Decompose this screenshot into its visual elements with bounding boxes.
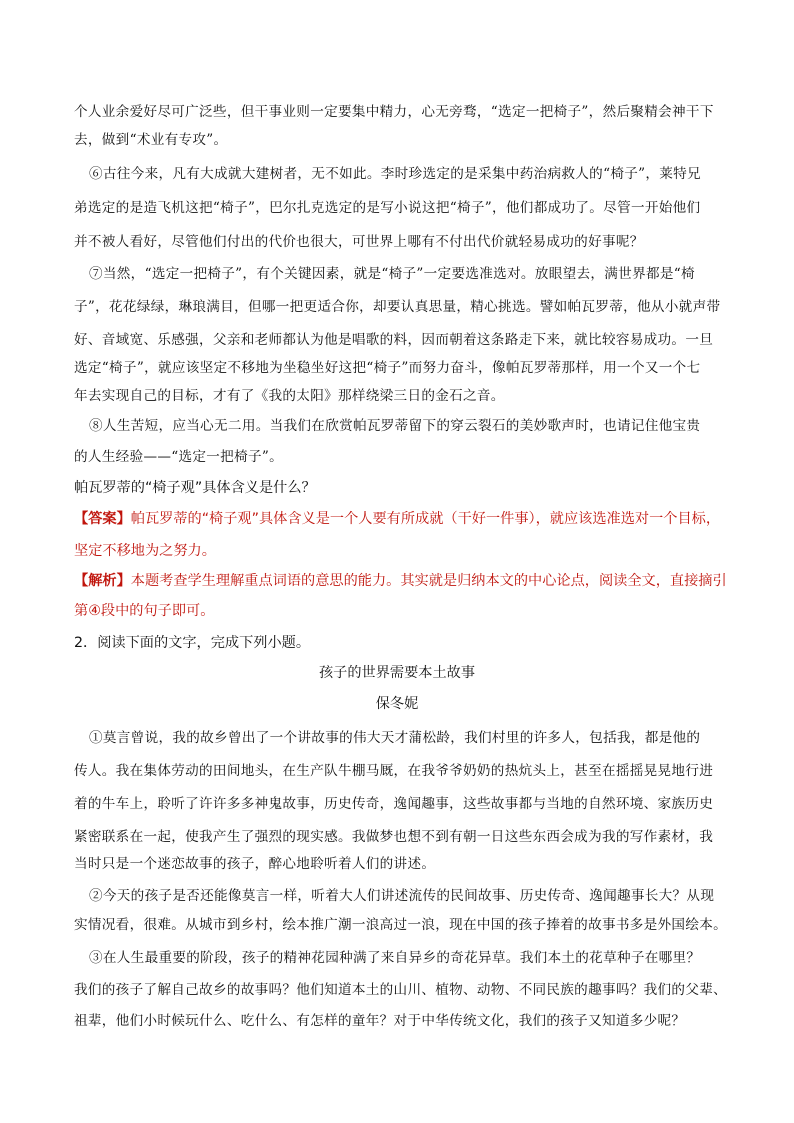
article-p1-line-5: 当时只是一个迷恋故事的孩子，醉心地聆听着人们的讲述。 xyxy=(74,856,436,872)
analysis-text: 本题考查学生理解重点词语的意思的能力。其实就是归纳本文的中心论点，阅读全文，直接摘引 xyxy=(130,573,727,589)
paragraph-5-line-2: 去，做到“术业有专攻”。 xyxy=(74,132,228,148)
item-2-instruction: 2．阅读下面的文字，完成下列小题。 xyxy=(74,635,311,651)
answer-line-1 xyxy=(74,508,724,528)
paragraph-6-line-3: 并不被人看好，尽管他们付出的代价也很大，可世界上哪有不付出代价就轻易成功的好事呢？ xyxy=(74,234,644,250)
article-p3-line-3: 祖辈，他们小时候玩什么、吃什么、有怎样的童年？对于中华传统文化，我们的孩子又知道多少呢？ xyxy=(74,1013,686,1029)
paragraph-5-line-1: 个人业余爱好尽可广泛些，但干事业则一定要集中精力，心无旁骛，“选定一把椅子”，然后聚精会神干下 xyxy=(74,104,714,120)
article-p1-line-1: ①莫言曾说，我的故乡曾出了一个讲故事的伟大天才蒲松龄，我们村里的许多人，包括我，都是他的 xyxy=(89,730,701,746)
article-author: 保冬妮 xyxy=(375,696,419,712)
article-p1-line-3: 着的牛车上，聆听了许许多多神鬼故事，历史传奇，逸闻趣事，这些故事都与当地的自然环境、家族历史 xyxy=(74,796,714,812)
paragraph-8-line-1: ⑧人生苦短，应当心无二用。当我们在欣赏帕瓦罗蒂留下的穿云裂石的美妙歌声时，也请记住他宝贵 xyxy=(89,418,701,434)
analysis-tag: 【解析】 xyxy=(74,573,131,589)
paragraph-7-line-2: 子”，花花绿绿，琳琅满目，但哪一把更适合你，却要认真思量，精心挑选。譬如帕瓦罗蒂，他从小就声带 xyxy=(74,299,721,315)
article-p2-line-1: ②今天的孩子是否还能像莫言一样，听着大人们讲述流传的民间故事、历史传奇、逸闻趣事长大？从现 xyxy=(89,888,715,904)
article-p3-line-2: 我们的孩子了解自己故乡的故事吗？他们知道本土的山川、植物、动物、不同民族的趣事吗？我们的父辈、 xyxy=(74,982,728,998)
article-p2-line-2: 实情况看，很难。从城市到乡村，绘本推广潮一浪高过一浪，现在中国的孩子捧着的故事书多是外国绘本。 xyxy=(74,917,728,933)
paragraph-7-line-1: ⑦当然，“选定一把椅子”，有个关键因素，就是“椅子”一定要选准选对。放眼望去，满世界都是“椅 xyxy=(89,266,695,282)
analysis-line-1 xyxy=(74,570,727,590)
paragraph-6-line-2: 弟选定的是造飞机这把“椅子”，巴尔扎克选定的是写小说这把“椅子”，他们都成功了。尽管一开始他们 xyxy=(74,200,701,216)
answer-text: 帕瓦罗蒂的“椅子观”具体含义是一个人要有所成就（干好一件事），就应该选准选对一个目标， xyxy=(130,511,721,527)
paragraph-8-line-2: 的人生经验——“选定一把椅子”。 xyxy=(74,449,284,465)
article-title: 孩子的世界需要本土故事 xyxy=(318,665,476,681)
question-text: 帕瓦罗蒂的“椅子观”具体含义是什么？ xyxy=(74,480,316,496)
article-p1-line-4: 紧密联系在一起，使我产生了强烈的现实感。我做梦也想不到有朝一日这些东西会成为我的写作素材，我 xyxy=(74,829,714,845)
article-p1-line-2: 传人。我在集体劳动的田间地头，在生产队牛棚马厩，在我爷爷奶奶的热炕头上，甚至在摇摇晃晃地行进 xyxy=(74,763,714,779)
answer-tag: 【答案】 xyxy=(74,511,131,527)
analysis-line-2: 第④段中的句子即可。 xyxy=(74,603,215,619)
paragraph-7-line-4: 选定“椅子”，就应该坚定不移地为坐稳坐好这把“椅子”而努力奋斗，像帕瓦罗蒂那样，用一个又一个七 xyxy=(74,360,701,376)
paragraph-7-line-5: 年去实现自己的目标，才有了《我的太阳》那样绕梁三日的金石之音。 xyxy=(74,388,505,404)
paragraph-7-line-3: 好、音域宽、乐感强，父亲和老师都认为他是唱歌的料，因而朝着这条路走下来，就比较容易成功。一旦 xyxy=(74,332,714,348)
paragraph-6-line-1: ⑥古往今来，凡有大成就大建树者，无不如此。李时珍选定的是采集中药治病救人的“椅子”，莱特兄 xyxy=(89,166,701,182)
answer-line-2: 坚定不移地为之努力。 xyxy=(74,543,216,559)
article-p3-line-1: ③在人生最重要的阶段，孩子的精神花园种满了来自异乡的奇花异草。我们本土的花草种子在哪里？ xyxy=(89,950,701,966)
